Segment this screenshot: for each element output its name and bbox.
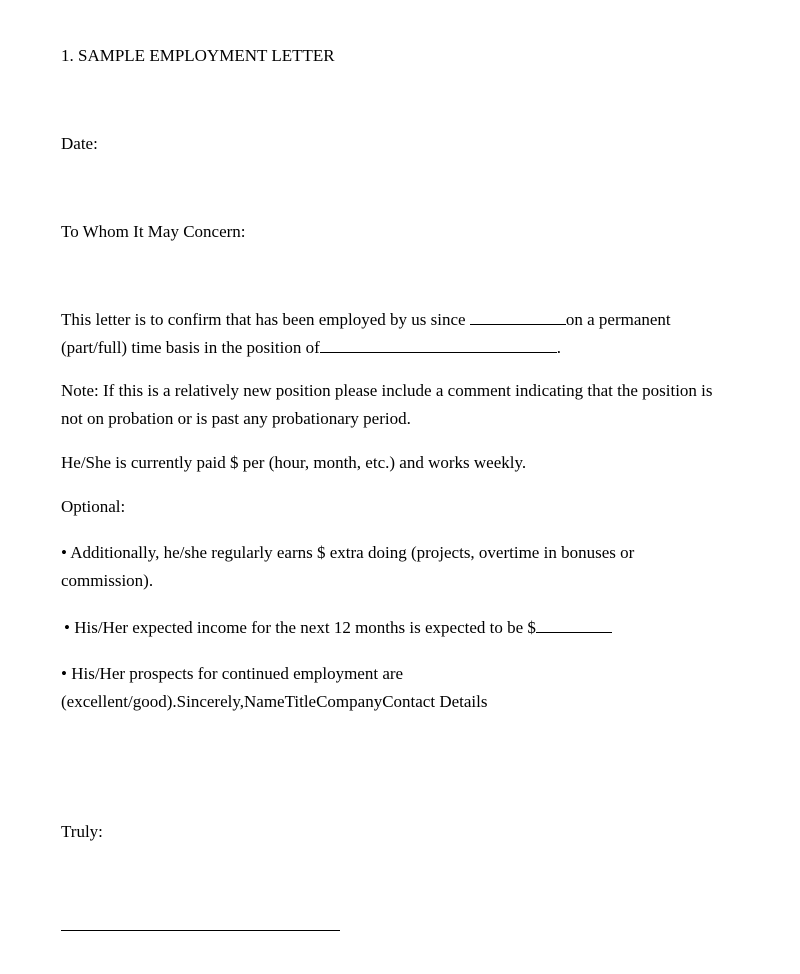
signature-line bbox=[61, 930, 340, 931]
bullet-icon: • bbox=[64, 618, 70, 637]
note-line-2: not on probation or is past any probationary period. bbox=[61, 409, 411, 428]
pay-statement: He/She is currently paid $ per (hour, month, etc.) and works weekly. bbox=[61, 453, 527, 472]
income-blank bbox=[536, 618, 612, 633]
bullet-text: His/Her expected income for the next 12 months is expected to be $ bbox=[74, 618, 536, 637]
start-date-blank bbox=[470, 310, 566, 325]
confirm-text-start: This letter is to confirm that has been employed by us since bbox=[61, 310, 466, 329]
position-blank bbox=[320, 338, 557, 353]
letter-title: 1. SAMPLE EMPLOYMENT LETTER bbox=[61, 46, 335, 65]
note-line-1: Note: If this is a relatively new position please include a comment indicating that the position is bbox=[61, 381, 713, 400]
bullet-icon: • bbox=[61, 543, 67, 562]
bullet-text: His/Her prospects for continued employment are bbox=[71, 664, 404, 683]
confirm-paragraph-line-2 bbox=[61, 338, 561, 358]
bullet-prospects-cont: (excellent/good).Sincerely,NameTitleCompanyContact Details bbox=[61, 692, 488, 711]
confirm-text-end: on a permanent bbox=[565, 310, 671, 329]
confirm-paragraph-line-1 bbox=[61, 310, 671, 330]
bullet-additional-earnings-cont: commission). bbox=[61, 571, 154, 590]
bullet-text: Additionally, he/she regularly earns $ extra doing (projects, overtime in bonuses or bbox=[70, 543, 635, 562]
salutation: To Whom It May Concern: bbox=[61, 222, 246, 241]
closing: Truly: bbox=[61, 822, 103, 841]
bullet-additional-earnings bbox=[61, 543, 634, 563]
position-text: (part/full) time basis in the position of bbox=[61, 338, 320, 357]
bullet-prospects bbox=[61, 664, 403, 684]
optional-label: Optional: bbox=[61, 497, 126, 516]
date-label: Date: bbox=[61, 134, 98, 153]
position-period: . bbox=[556, 338, 561, 357]
bullet-expected-income bbox=[64, 618, 612, 638]
bullet-icon: • bbox=[61, 664, 67, 683]
